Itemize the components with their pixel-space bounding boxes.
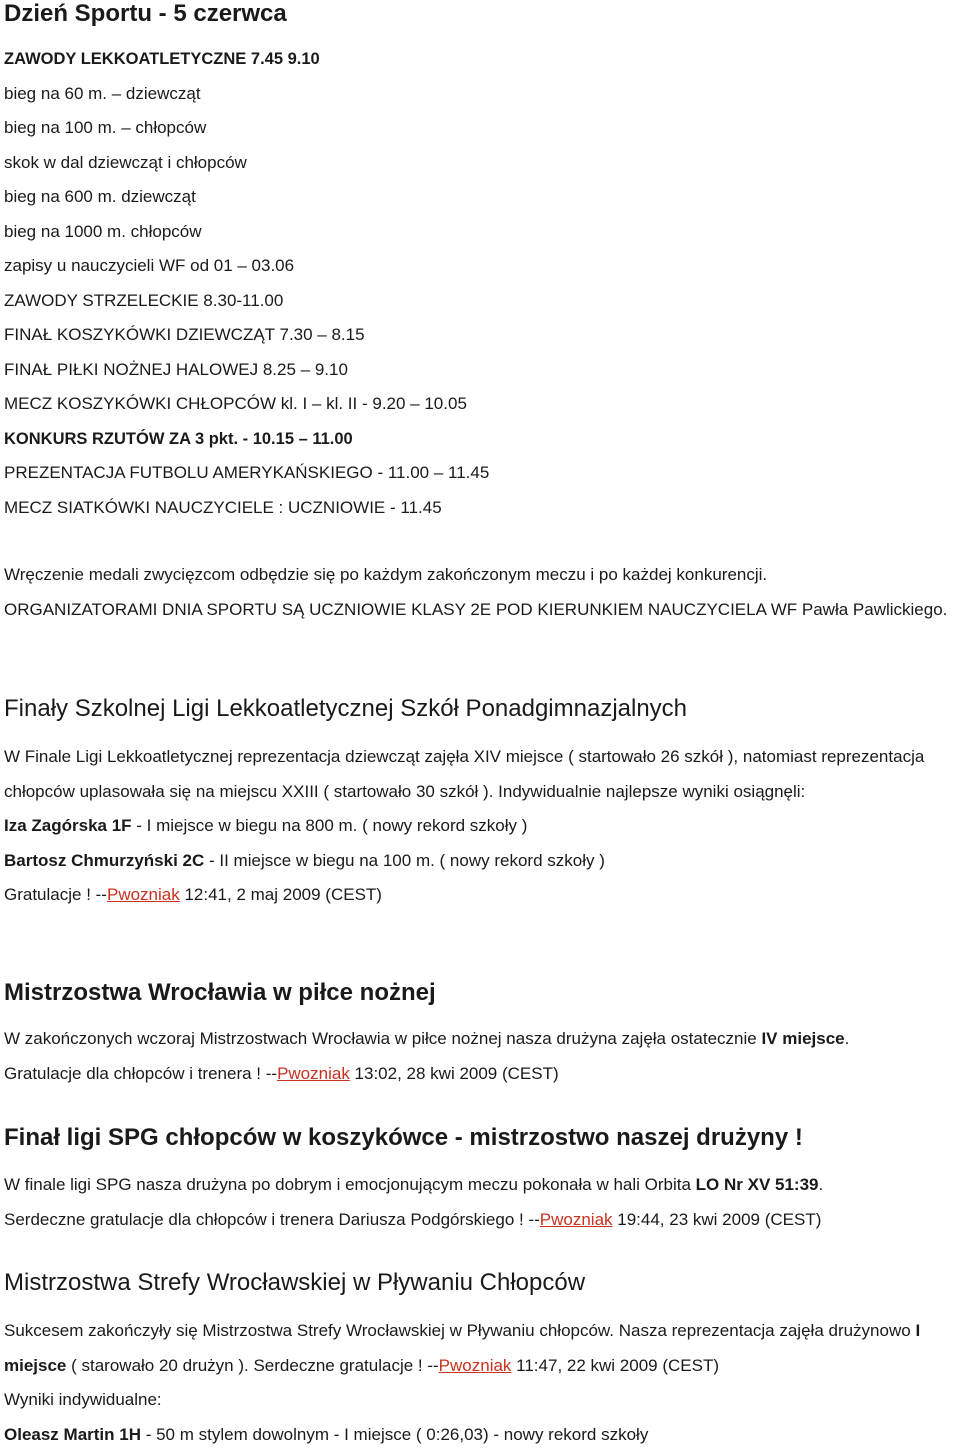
basketball-signature: Serdeczne gratulacje dla chłopców i trenera Dariusza Podgórskiego ! --Pwozniak 19:44, 23 kwi 2009 (CEST) xyxy=(4,1203,958,1238)
athlete-name: Oleasz Martin 1H xyxy=(4,1425,141,1444)
timestamp: 13:02, 28 kwi 2009 (CEST) xyxy=(350,1064,559,1083)
basketball-block xyxy=(4,1168,958,1237)
football-block xyxy=(4,1022,958,1091)
page-title: Dzień Sportu - 5 czerwca xyxy=(4,0,287,28)
athlete-name: Iza Zagórska 1F xyxy=(4,816,132,835)
schedule-list xyxy=(4,42,489,525)
author-link[interactable]: Pwozniak xyxy=(540,1210,613,1229)
football-signature: Gratulacje dla chłopców i trenera ! --Pwozniak 13:02, 28 kwi 2009 (CEST) xyxy=(4,1057,958,1092)
swimming-title: Mistrzostwa Strefy Wrocławskiej w Pływaniu Chłopców xyxy=(4,1268,585,1298)
athletics-body: W Finale Ligi Lekkoatletycznej reprezentacja dziewcząt zajęła XIV miejsce ( startowało 26 szkół ), natomiast reprezentacja chłopców uplasowała się na miejscu XXIII ( startowało 30 szkół ). Indywidualnie najlepsze wyniki osiągnęli: xyxy=(4,740,958,809)
athletics-signature: Gratulacje ! --Pwozniak 12:41, 2 maj 2009 (CEST) xyxy=(4,878,958,913)
athletics-result-2: Bartosz Chmurzyński 2C - II miejsce w biegu na 100 m. ( nowy rekord szkoły ) xyxy=(4,844,958,879)
schedule-item: FINAŁ KOSZYKÓWKI DZIEWCZĄT 7.30 – 8.15 xyxy=(4,318,489,353)
basketball-title: Finał ligi SPG chłopców w koszykówce - mistrzostwo naszej drużyny ! xyxy=(4,1123,803,1153)
schedule-item: MECZ SIATKÓWKI NAUCZYCIELE : UCZNIOWIE - 11.45 xyxy=(4,491,489,526)
schedule-item: KONKURS RZUTÓW ZA 3 pkt. - 10.15 – 11.00 xyxy=(4,422,489,457)
schedule-item: bieg na 100 m. – chłopców xyxy=(4,111,489,146)
timestamp: 12:41, 2 maj 2009 (CEST) xyxy=(180,885,382,904)
author-link[interactable]: Pwozniak xyxy=(439,1356,512,1375)
schedule-item: FINAŁ PIŁKI NOŻNEJ HALOWEJ 8.25 – 9.10 xyxy=(4,353,489,388)
swimming-body: Sukcesem zakończyły się Mistrzostwa Strefy Wrocławskiej w Pływaniu chłopców. Nasza reprezentacja zajęła drużynowo I miejsce ( starowało 20 drużyn ). Serdeczne gratulacje ! --Pwozniak 11:47, 22 kwi 2009 (CEST) xyxy=(4,1314,958,1383)
athlete-name: Bartosz Chmurzyński 2C xyxy=(4,851,204,870)
organizers-note: ORGANIZATORAMI DNIA SPORTU SĄ UCZNIOWIE KLASY 2E POD KIERUNKIEM NAUCZYCIELA WF Pawła Pawlickiego. xyxy=(4,593,958,628)
schedule-item: bieg na 1000 m. chłopców xyxy=(4,215,489,250)
schedule-item: ZAWODY STRZELECKIE 8.30-11.00 xyxy=(4,284,489,319)
author-link[interactable]: Pwozniak xyxy=(107,885,180,904)
intro-block xyxy=(4,558,958,627)
timestamp: 19:44, 23 kwi 2009 (CEST) xyxy=(613,1210,822,1229)
athletics-title: Finały Szkolnej Ligi Lekkoatletycznej Szkół Ponadgimnazjalnych xyxy=(4,694,687,724)
swimming-block xyxy=(4,1314,958,1452)
schedule-item: PREZENTACJA FUTBOLU AMERYKAŃSKIEGO - 11.00 – 11.45 xyxy=(4,456,489,491)
schedule-item: MECZ KOSZYKÓWKI CHŁOPCÓW kl. I – kl. II - 9.20 – 10.05 xyxy=(4,387,489,422)
athletics-block xyxy=(4,740,958,913)
schedule-item: ZAWODY LEKKOATLETYCZNE 7.45 9.10 xyxy=(4,42,489,77)
basketball-body: W finale ligi SPG nasza drużyna po dobrym i emocjonującym meczu pokonała w hali Orbita LO Nr XV 51:39. xyxy=(4,1168,958,1203)
schedule-item: zapisy u nauczycieli WF od 01 – 03.06 xyxy=(4,249,489,284)
schedule-item: skok w dal dziewcząt i chłopców xyxy=(4,146,489,181)
schedule-item: bieg na 60 m. – dziewcząt xyxy=(4,77,489,112)
schedule-item: bieg na 600 m. dziewcząt xyxy=(4,180,489,215)
author-link[interactable]: Pwozniak xyxy=(277,1064,350,1083)
individual-label: Wyniki indywidualne: xyxy=(4,1383,958,1418)
football-title: Mistrzostwa Wrocławia w piłce nożnej xyxy=(4,978,436,1008)
medals-note: Wręczenie medali zwycięzcom odbędzie się po każdym zakończonym meczu i po każdej konkurencji. xyxy=(4,558,958,593)
football-body: W zakończonych wczoraj Mistrzostwach Wrocławia w piłce nożnej nasza drużyna zajęła ostatecznie IV miejsce. xyxy=(4,1022,958,1057)
athletics-result-1: Iza Zagórska 1F - I miejsce w biegu na 800 m. ( nowy rekord szkoły ) xyxy=(4,809,958,844)
swimming-result-1: Oleasz Martin 1H - 50 m stylem dowolnym - I miejsce ( 0:26,03) - nowy rekord szkoły xyxy=(4,1418,958,1452)
timestamp: 11:47, 22 kwi 2009 (CEST) xyxy=(511,1356,719,1375)
